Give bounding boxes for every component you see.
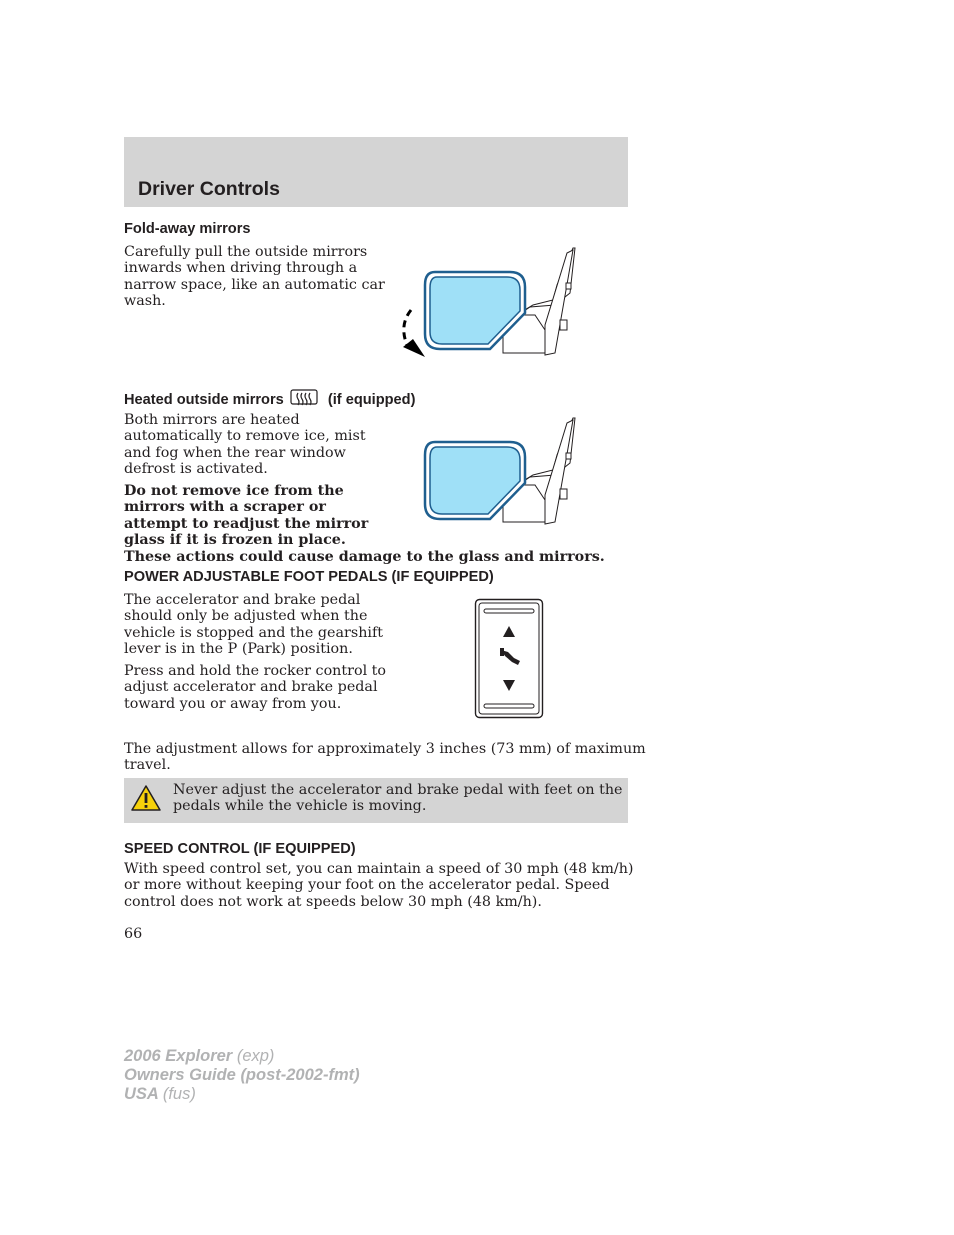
text-line: defrost is activated. [124,461,268,478]
footer-market-code: (fus) [162,1085,196,1103]
heated-text [124,412,366,478]
text-line: wash. [124,293,166,310]
fold-mirror-illustration [395,245,580,360]
text-line: glass if it is frozen in place. [124,532,346,549]
text-line: Do not remove ice from the [124,483,344,499]
footer-line-3 [124,1085,196,1104]
footer-line-2 [124,1066,360,1085]
heated-mirror-illustration [420,412,580,527]
text-line: narrow space, like an automatic car [124,276,385,293]
text-line: or more without keeping your foot on the accelerator pedal. Speed [124,877,610,894]
section-title: Driver Controls [138,178,280,200]
text-line: Press and hold the rocker control to [124,663,387,679]
text-line: The accelerator and brake pedal [124,592,361,608]
text-line: lever is in the P (Park) position. [124,641,353,658]
text-line: The adjustment allows for approximately 3 inches (73 mm) of maximum [124,741,646,757]
pedals-text-2 [124,663,386,712]
footer-model-code: (exp) [236,1047,275,1065]
footer-market: USA [124,1085,159,1103]
heated-heading-prefix: Heated outside mirrors [124,391,284,408]
heated-mirrors-heading [124,387,415,413]
speed-control-heading: SPEED CONTROL (IF EQUIPPED) [124,841,356,857]
text-line: inwards when driving through a [124,260,358,277]
text-line: adjust accelerator and brake pedal [124,679,378,696]
text-line: attempt to readjust the mirror [124,515,369,532]
pedals-heading: POWER ADJUSTABLE FOOT PEDALS (IF EQUIPPED) [124,569,494,585]
text-line: Both mirrors are heated [124,412,300,428]
pedal-rocker-switch [474,598,546,721]
footer-model: 2006 Explorer [124,1047,233,1065]
warning-triangle-icon [130,784,162,812]
rear-defrost-icon [290,387,318,413]
text-line: These actions could cause damage to the glass and mirrors. [124,548,605,565]
text-line: travel. [124,757,171,774]
footer-guide: Owners Guide (post-2002-fmt) [124,1066,360,1084]
text-line: Carefully pull the outside mirrors [124,244,368,260]
text-line: Never adjust the accelerator and brake pedal with feet on the [173,782,623,798]
warning-text [173,782,623,815]
text-line: mirrors with a scraper or [124,499,326,516]
text-line: With speed control set, you can maintain a speed of 30 mph (48 km/h) [124,861,634,877]
text-line: vehicle is stopped and the gearshift [124,624,384,641]
text-line: control does not work at speeds below 30 mph (48 km/h). [124,893,542,910]
heated-heading-suffix: (if equipped) [327,391,416,408]
pedals-text-3 [124,741,646,774]
fold-away-text [124,244,385,310]
footer-line-1 [124,1047,274,1066]
pedals-text-1 [124,592,383,658]
speed-control-text [124,861,634,910]
fold-away-heading: Fold-away mirrors [124,221,251,237]
text-line: automatically to remove ice, mist [124,428,366,445]
text-line: toward you or away from you. [124,695,342,712]
text-line: should only be adjusted when the [124,608,368,625]
page-number: 66 [124,926,143,942]
text-line: pedals while the vehicle is moving. [173,798,427,815]
text-line: and fog when the rear window [124,444,346,461]
